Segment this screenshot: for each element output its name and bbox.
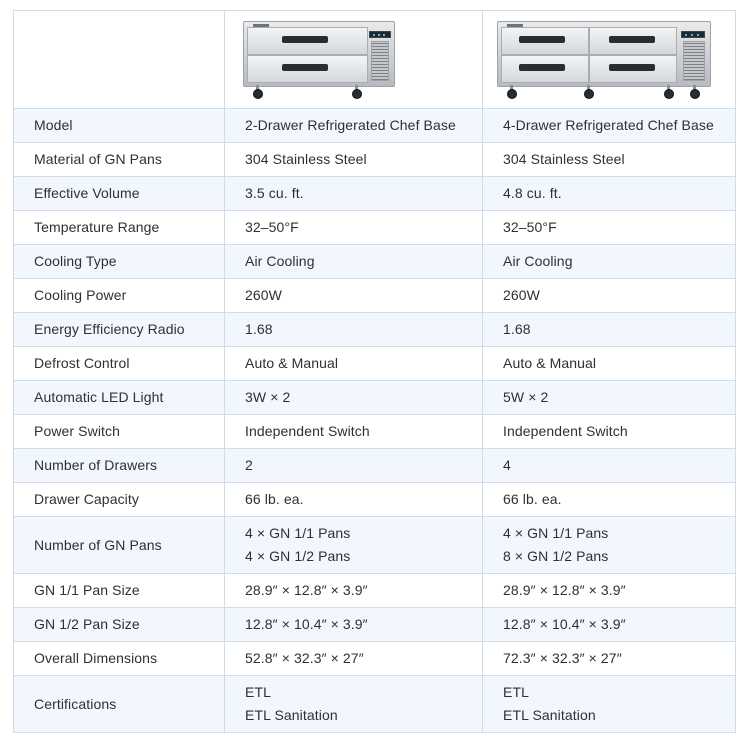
spec-value-line: Air Cooling (245, 253, 315, 269)
product-image-2-drawer (225, 11, 482, 108)
spec-value-line: 72.3″ × 32.3″ × 27″ (503, 650, 622, 666)
spec-value-line: 66 lb. ea. (245, 491, 304, 507)
spec-value-4-drawer (483, 642, 736, 676)
spec-label: Number of Drawers (14, 449, 225, 483)
spec-row (14, 642, 736, 676)
spec-label: Material of GN Pans (14, 143, 225, 177)
spec-value-2-drawer (225, 381, 483, 415)
spec-value-4-drawer (483, 449, 736, 483)
spec-row (14, 415, 736, 449)
spec-value-line: 8 × GN 1/2 Pans (503, 548, 609, 564)
spec-value-4-drawer (483, 676, 736, 733)
spec-row (14, 483, 736, 517)
spec-value-2-drawer (225, 415, 483, 449)
spec-value-4-drawer (483, 211, 736, 245)
spec-value-2-drawer (225, 347, 483, 381)
spec-value-4-drawer (483, 279, 736, 313)
spec-value-2-drawer (225, 483, 483, 517)
spec-value-4-drawer (483, 347, 736, 381)
spec-value-4-drawer (483, 415, 736, 449)
spec-comparison-table (13, 10, 736, 733)
spec-value-4-drawer (483, 109, 736, 143)
spec-value-line: 4-Drawer Refrigerated Chef Base (503, 117, 714, 133)
spec-row (14, 109, 736, 143)
spec-row (14, 245, 736, 279)
spec-value-line: 12.8″ × 10.4″ × 3.9″ (503, 616, 626, 632)
spec-value-line: 4 × GN 1/2 Pans (245, 548, 351, 564)
spec-label: Certifications (14, 676, 225, 733)
spec-value-line: Auto & Manual (245, 355, 339, 371)
product-image-4-drawer (483, 11, 735, 108)
spec-value-4-drawer (483, 483, 736, 517)
spec-value-line: 32–50°F (503, 219, 557, 235)
spec-value-line: ETL (503, 684, 529, 700)
spec-row (14, 608, 736, 642)
spec-row (14, 517, 736, 574)
spec-value-line: 260W (503, 287, 540, 303)
spec-label: Model (14, 109, 225, 143)
spec-value-line: ETL (245, 684, 271, 700)
spec-value-4-drawer (483, 245, 736, 279)
spec-value-line: 66 lb. ea. (503, 491, 562, 507)
spec-row (14, 313, 736, 347)
spec-value-line: 4.8 cu. ft. (503, 185, 562, 201)
spec-row (14, 574, 736, 608)
spec-label: Drawer Capacity (14, 483, 225, 517)
spec-value-line: 304 Stainless Steel (503, 151, 625, 167)
spec-label: Defrost Control (14, 347, 225, 381)
spec-value-line: 3.5 cu. ft. (245, 185, 304, 201)
spec-value-line: Independent Switch (503, 423, 628, 439)
spec-row (14, 211, 736, 245)
spec-label: GN 1/1 Pan Size (14, 574, 225, 608)
spec-value-4-drawer (483, 143, 736, 177)
spec-value-2-drawer (225, 109, 483, 143)
spec-value-line: Independent Switch (245, 423, 370, 439)
spec-value-2-drawer (225, 313, 483, 347)
spec-value-line: 260W (245, 287, 282, 303)
product-image-row (14, 11, 736, 109)
spec-label: Cooling Power (14, 279, 225, 313)
spec-label: Temperature Range (14, 211, 225, 245)
spec-value-line: 28.9″ × 12.8″ × 3.9″ (245, 582, 368, 598)
spec-row (14, 143, 736, 177)
spec-row (14, 676, 736, 733)
spec-row (14, 347, 736, 381)
spec-value-4-drawer (483, 517, 736, 574)
spec-value-line: 4 × GN 1/1 Pans (503, 525, 609, 541)
spec-value-2-drawer (225, 279, 483, 313)
empty-header-cell (14, 11, 225, 109)
spec-value-line: ETL Sanitation (503, 707, 596, 723)
spec-label: GN 1/2 Pan Size (14, 608, 225, 642)
spec-value-4-drawer (483, 574, 736, 608)
spec-value-line: 3W × 2 (245, 389, 291, 405)
spec-value-2-drawer (225, 449, 483, 483)
spec-value-line: 2-Drawer Refrigerated Chef Base (245, 117, 456, 133)
spec-value-line: 28.9″ × 12.8″ × 3.9″ (503, 582, 626, 598)
spec-value-2-drawer (225, 642, 483, 676)
spec-comparison-table-container (13, 10, 736, 740)
spec-value-4-drawer (483, 381, 736, 415)
spec-value-2-drawer (225, 574, 483, 608)
spec-value-line: 12.8″ × 10.4″ × 3.9″ (245, 616, 368, 632)
spec-value-2-drawer (225, 245, 483, 279)
product-image-cell-2-drawer (225, 11, 483, 109)
spec-value-2-drawer (225, 676, 483, 733)
spec-value-line: 32–50°F (245, 219, 299, 235)
spec-row (14, 177, 736, 211)
spec-label: Effective Volume (14, 177, 225, 211)
spec-value-line: 4 (503, 457, 511, 473)
spec-value-2-drawer (225, 608, 483, 642)
spec-value-4-drawer (483, 177, 736, 211)
spec-value-2-drawer (225, 211, 483, 245)
spec-label: Automatic LED Light (14, 381, 225, 415)
spec-value-line: 2 (245, 457, 253, 473)
spec-value-line: 52.8″ × 32.3″ × 27″ (245, 650, 364, 666)
spec-value-line: Auto & Manual (503, 355, 597, 371)
spec-label: Power Switch (14, 415, 225, 449)
spec-value-line: ETL Sanitation (245, 707, 338, 723)
spec-row (14, 449, 736, 483)
spec-value-2-drawer (225, 517, 483, 574)
spec-label: Energy Efficiency Radio (14, 313, 225, 347)
spec-label: Overall Dimensions (14, 642, 225, 676)
spec-value-line: Air Cooling (503, 253, 573, 269)
spec-value-line: 4 × GN 1/1 Pans (245, 525, 351, 541)
spec-value-line: 1.68 (245, 321, 273, 337)
product-image-cell-4-drawer (483, 11, 736, 109)
spec-value-2-drawer (225, 143, 483, 177)
spec-value-4-drawer (483, 313, 736, 347)
spec-label: Number of GN Pans (14, 517, 225, 574)
spec-row (14, 381, 736, 415)
spec-value-line: 5W × 2 (503, 389, 549, 405)
spec-value-4-drawer (483, 608, 736, 642)
spec-value-2-drawer (225, 177, 483, 211)
spec-value-line: 1.68 (503, 321, 531, 337)
spec-value-line: 304 Stainless Steel (245, 151, 367, 167)
spec-label: Cooling Type (14, 245, 225, 279)
spec-row (14, 279, 736, 313)
